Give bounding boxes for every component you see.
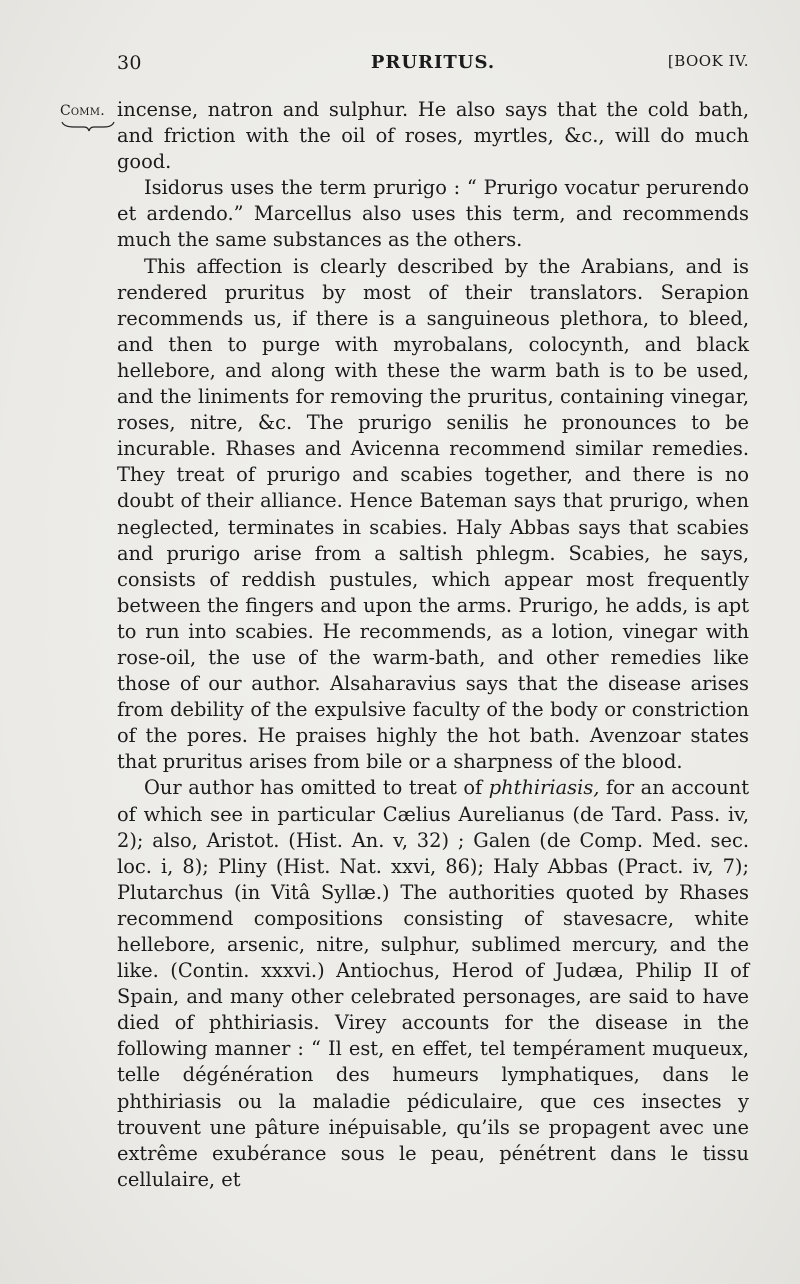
margin-note: Comm.	[60, 103, 105, 119]
paragraph-3: This affection is clearly described by the Arabians, and is rendered pruritus by most of their translators. Serapion recommends us, if there is a sanguineous plethora, to bleed, and then to purge with myrobalans, colocynth, and black hellebore, and along with these the warm bath is to be used, and the liniments for removing the pruritus, containing vinegar, roses, nitre, &c. The prurigo senilis he pronounces to be incurable. Rhases and Avicenna recommend similar remedies. They treat of prurigo and scabies together, and there is no doubt of their alliance. Hence Bateman says that prurigo, when neglected, terminates in scabies. Haly Abbas says that scabies and prurigo arise from a saltish phlegm. Scabies, he says, consists of reddish pustules, which appear most frequently between the fingers and upon the arms. Prurigo, he adds, is apt to run into scabies. He recommends, as a lotion, vinegar with rose-oil, the use of the warm-bath, and other remedies like those of our author. Alsaharavius says that the disease arises from debility of the expulsive faculty of the body or constriction of the pores. He praises highly the hot bath. Avenzoar states that pruritus arises from bile or a sharpness of the blood.	[117, 254, 749, 774]
margin-brace-icon	[60, 118, 116, 134]
body-text	[117, 97, 749, 1193]
page-header	[117, 52, 749, 82]
paragraph-4-lead: Our author has omitted to treat of	[144, 776, 489, 800]
phthiriasis-term: phthiriasis,	[488, 776, 600, 800]
running-title: PRURITUS.	[370, 52, 496, 73]
paragraph-2: Isidorus uses the term prurigo : “ Prurigo vocatur perurendo et ardendo.” Marcellus also uses this term, and recommends much the same substances as the others.	[117, 176, 749, 252]
paragraph-1: incense, natron and sulphur. He also says that the cold bath, and friction with the oil of roses, myrtles, &c., will do much good.	[117, 98, 749, 174]
page-number: 30	[117, 52, 142, 74]
paragraph-4	[117, 775, 749, 1193]
paragraph-4-rest: for an account of which see in particular Cælius Aurelianus (de Tard. Pass. iv, 2); also, Aristot. (Hist. An. v, 32) ; Galen (de Comp. Med. sec. loc. i, 8); Pliny (Hist. Nat. xxvi, 86); Haly Abbas (Pract. iv, 7); Plutarchus (in Vitâ Syllæ.) The authorities quoted by Rhases recommend compositions consisting of stavesacre, white hellebore, arsenic, nitre, sulphur, sublimed mercury, and the like. (Contin. xxxvi.) Antiochus, Herod of Judæa, Philip II of Spain, and many other celebrated personages, are said to have died of phthiriasis. Virey accounts for the disease in the following manner : “ Il est, en effet, tel tempérament muqueux, telle dégénération des humeurs lymphatiques, dans le phthiriasis ou la maladie pédiculaire, que ces insectes y trouvent une pâture inépuisable, qu’ils se propagent avec une extrême exubérance sous le peau, pénétrent dans le tissu cellulaire, et	[117, 776, 749, 1191]
book-reference: [BOOK IV.	[667, 52, 749, 70]
